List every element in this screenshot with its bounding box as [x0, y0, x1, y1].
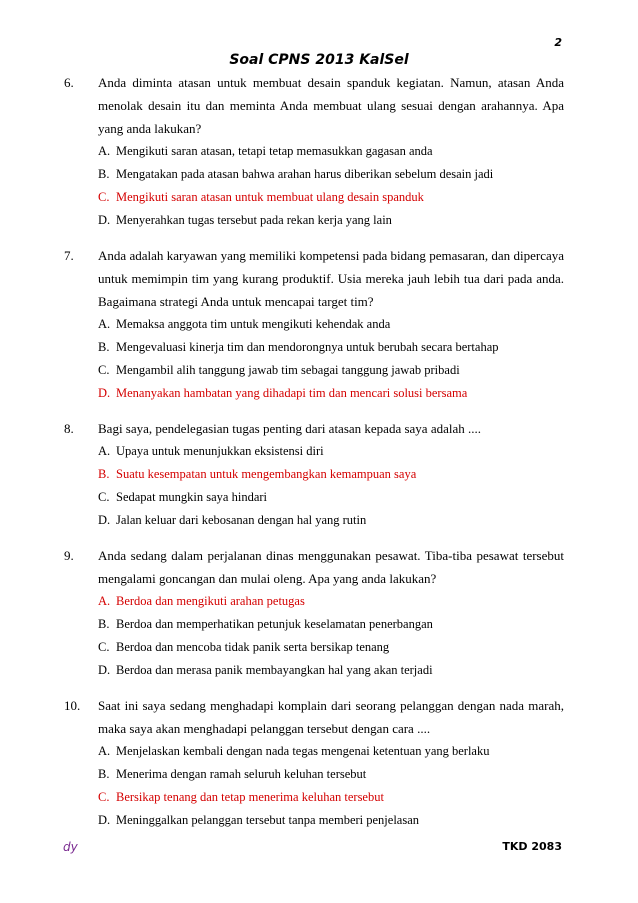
option-text: Mengikuti saran atasan, tetapi tetap memasukkan gagasan anda	[116, 144, 433, 158]
option-c	[98, 636, 564, 659]
question-text: Saat ini saya sedang menghadapi komplain dari seorang pelanggan dengan nada marah, maka saya akan menghadapi pelanggan tersebut dengan cara ....	[98, 698, 564, 736]
option-text: Menanyakan hambatan yang dihadapi tim dan mencari solusi bersama	[116, 386, 468, 400]
option-a	[98, 313, 564, 336]
option-a	[98, 440, 564, 463]
question-number: 9.	[64, 548, 74, 563]
question-number: 6.	[64, 75, 74, 90]
option-letter: D.	[98, 513, 111, 527]
option-text: Mengatakan pada atasan bahwa arahan harus diberikan sebelum desain jadi	[116, 167, 494, 181]
option-letter: A.	[98, 144, 111, 158]
question-10	[64, 694, 564, 832]
option-text: Upaya untuk menunjukkan eksistensi diri	[116, 444, 324, 458]
option-c-correct	[98, 786, 564, 809]
option-letter: C.	[98, 790, 110, 804]
option-text: Jalan keluar dari kebosanan dengan hal yang rutin	[116, 513, 367, 527]
option-b-correct	[98, 463, 564, 486]
page-number: 2	[554, 36, 562, 49]
option-letter: D.	[98, 813, 111, 827]
option-d-correct	[98, 382, 564, 405]
question-text: Anda diminta atasan untuk membuat desain spanduk kegiatan. Namun, atasan Anda menolak desain itu dan meminta Anda membuat ulang sesuai dengan arahannya. Apa yang anda lakukan?	[98, 75, 564, 136]
option-a-correct	[98, 590, 564, 613]
footer-author: dy	[63, 840, 78, 854]
option-text: Suatu kesempatan untuk mengembangkan kemampuan saya	[116, 467, 417, 481]
option-letter: C.	[98, 363, 110, 377]
document-title: Soal CPNS 2013 KalSel	[229, 52, 409, 68]
option-letter: A.	[98, 594, 111, 608]
option-letter: B.	[98, 340, 110, 354]
option-b	[98, 763, 564, 786]
option-text: Mengambil alih tanggung jawab tim sebagai tanggung jawab pribadi	[116, 363, 460, 377]
option-letter: B.	[98, 617, 110, 631]
footer-code: TKD 2083	[502, 840, 562, 853]
option-c	[98, 359, 564, 382]
option-text: Meninggalkan pelanggan tersebut tanpa memberi penjelasan	[116, 813, 420, 827]
question-number: 10.	[64, 698, 81, 713]
option-text: Menerima dengan ramah seluruh keluhan tersebut	[116, 767, 367, 781]
option-text: Mengevaluasi kinerja tim dan mendorongnya untuk berubah secara bertahap	[116, 340, 499, 354]
option-letter: C.	[98, 190, 110, 204]
option-d	[98, 659, 564, 682]
option-letter: C.	[98, 640, 110, 654]
option-letter: A.	[98, 444, 111, 458]
option-b	[98, 613, 564, 636]
option-b	[98, 336, 564, 359]
option-d	[98, 509, 564, 532]
option-letter: D.	[98, 386, 111, 400]
option-text: Berdoa dan mencoba tidak panik serta bersikap tenang	[116, 640, 390, 654]
option-letter: A.	[98, 744, 111, 758]
option-c-correct	[98, 186, 564, 209]
question-text: Anda adalah karyawan yang memiliki kompetensi pada bidang pemasaran, dan dipercaya untuk memimpin tim yang kurang produktif. Usia mereka jauh lebih tua dari pada anda. Bagaimana strategi Anda untuk mencapai target tim?	[98, 248, 564, 309]
question-6	[64, 71, 564, 232]
option-text: Berdoa dan mengikuti arahan petugas	[116, 594, 305, 608]
option-d	[98, 809, 564, 832]
option-text: Bersikap tenang dan tetap menerima keluhan tersebut	[116, 790, 384, 804]
option-letter: D.	[98, 213, 111, 227]
option-text: Sedapat mungkin saya hindari	[116, 490, 268, 504]
option-text: Berdoa dan memperhatikan petunjuk keselamatan penerbangan	[116, 617, 433, 631]
option-letter: B.	[98, 467, 110, 481]
option-text: Menjelaskan kembali dengan nada tegas mengenai ketentuan yang berlaku	[116, 744, 490, 758]
option-a	[98, 740, 564, 763]
question-text: Anda sedang dalam perjalanan dinas menggunakan pesawat. Tiba-tiba pesawat tersebut mengalami goncangan dan mulai oleng. Apa yang anda lakukan?	[98, 548, 564, 586]
option-letter: B.	[98, 767, 110, 781]
option-text: Memaksa anggota tim untuk mengikuti kehendak anda	[116, 317, 391, 331]
question-number: 7.	[64, 248, 74, 263]
option-letter: A.	[98, 317, 111, 331]
option-text: Berdoa dan merasa panik membayangkan hal yang akan terjadi	[116, 663, 433, 677]
option-letter: B.	[98, 167, 110, 181]
option-b	[98, 163, 564, 186]
option-text: Menyerahkan tugas tersebut pada rekan kerja yang lain	[116, 213, 392, 227]
option-letter: D.	[98, 663, 111, 677]
question-9	[64, 544, 564, 682]
option-c	[98, 486, 564, 509]
question-7	[64, 244, 564, 405]
question-text: Bagi saya, pendelegasian tugas penting dari atasan kepada saya adalah ....	[98, 421, 481, 436]
option-a	[98, 140, 564, 163]
question-8	[64, 417, 564, 532]
option-letter: C.	[98, 490, 110, 504]
question-list	[64, 71, 564, 844]
option-d	[98, 209, 564, 232]
question-number: 8.	[64, 421, 74, 436]
option-text: Mengikuti saran atasan untuk membuat ulang desain spanduk	[116, 190, 424, 204]
